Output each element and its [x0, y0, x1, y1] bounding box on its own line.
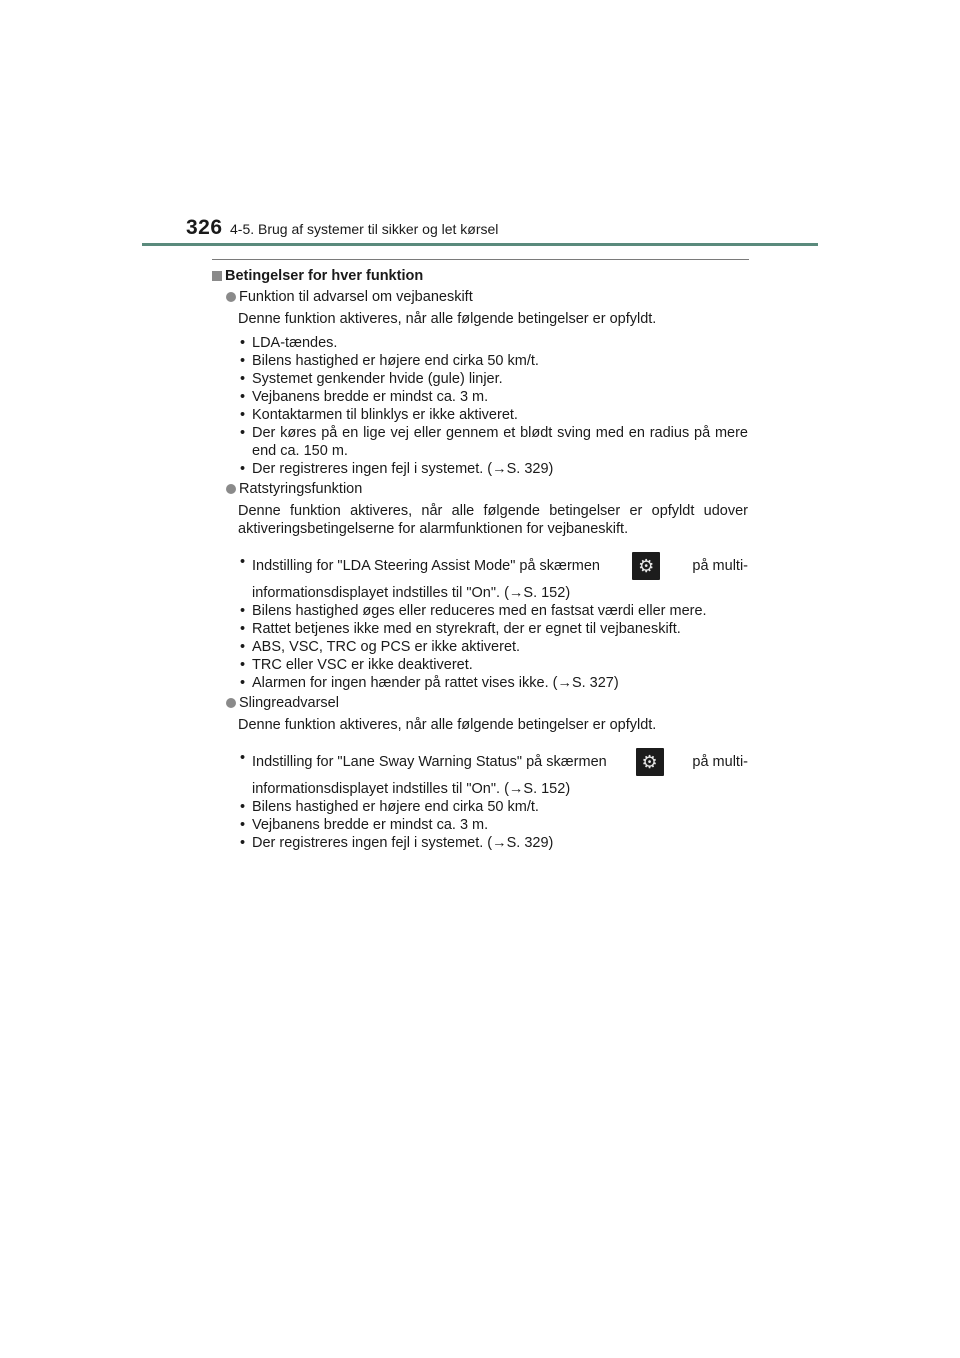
condition-text: • Indstilling for "LDA Steering Assist Mode" på skærmen [252, 557, 600, 574]
condition-item: • Rattet betjenes ikke med en styrekraft, der er egnet til vejbaneskift. [238, 620, 748, 638]
condition-text: informationsdisplayet indstilles til "On". (→S. 152) [252, 585, 571, 601]
function-description: Denne funktion aktiveres, når alle følgende betingelser er opfyldt. [238, 311, 657, 327]
function-title [226, 288, 748, 306]
gear-icon: ⚙ [636, 748, 664, 776]
condition-item-with-icon [238, 748, 748, 798]
condition-item: • Vejbanens bredde er mindst ca. 3 m. [238, 816, 748, 834]
condition-item: • Systemet genkender hvide (gule) linjer. [238, 370, 748, 388]
function-steering-assist [212, 480, 748, 692]
condition-text: informationsdisplayet indstilles til "On". (→S. 152) [252, 781, 571, 797]
function-description: Denne funktion aktiveres, når alle følgende betingelser er opfyldt. [238, 717, 657, 733]
function-title [226, 694, 748, 712]
section-heading [212, 267, 748, 285]
page-header [186, 216, 826, 246]
condition-text: på multi- [692, 557, 748, 574]
function-title-text: Ratstyringsfunktion [239, 481, 363, 497]
condition-item: • Alarmen for ingen hænder på rattet vises ikke. (→S. 327) [238, 674, 748, 692]
circle-bullet-icon [226, 484, 236, 494]
condition-item: • LDA-tændes. [238, 334, 748, 352]
condition-list [238, 334, 748, 478]
condition-item: • Bilens hastighed øges eller reduceres med en fastsat værdi eller mere. [238, 602, 748, 620]
condition-list [238, 748, 748, 852]
circle-bullet-icon [226, 292, 236, 302]
condition-item: • Bilens hastighed er højere end cirka 50 km/t. [238, 352, 748, 370]
condition-item: • ABS, VSC, TRC og PCS er ikke aktiveret. [238, 638, 748, 656]
function-title-text: Funktion til advarsel om vejbaneskift [239, 289, 473, 305]
function-title-text: Slingreadvarsel [239, 695, 339, 711]
condition-item: • TRC eller VSC er ikke deaktiveret. [238, 656, 748, 674]
square-bullet-icon [212, 271, 222, 281]
condition-list [238, 552, 748, 692]
gear-icon: ⚙ [632, 552, 660, 580]
function-title [226, 480, 748, 498]
section-rule [212, 259, 749, 260]
condition-item-with-icon [238, 552, 748, 602]
section-heading-text: Betingelser for hver funktion [225, 268, 424, 284]
condition-item: • Vejbanens bredde er mindst ca. 3 m. [238, 388, 748, 406]
circle-bullet-icon [226, 698, 236, 708]
condition-text: på multi- [692, 753, 748, 770]
condition-item: • Kontaktarmen til blinklys er ikke aktiveret. [238, 406, 748, 424]
condition-item: • Bilens hastighed er højere end cirka 50 km/t. [238, 798, 748, 816]
condition-item: • Der registreres ingen fejl i systemet. (→S. 329) [238, 834, 748, 852]
condition-text: • Indstilling for "Lane Sway Warning Status" på skærmen [252, 753, 607, 770]
function-lane-departure [212, 288, 748, 478]
page-number: 326 [186, 216, 223, 239]
condition-item: • Der registreres ingen fejl i systemet. (→S. 329) [238, 460, 748, 478]
condition-item: • Der køres på en lige vej eller gennem et blødt sving med en radius på mere end ca. 150 m. [238, 424, 748, 460]
chapter-title: 4-5. Brug af systemer til sikker og let kørsel [230, 221, 499, 237]
function-sway-warning [212, 694, 748, 852]
function-description: Denne funktion aktiveres, når alle følgende betingelser er opfyldt udover aktiveringsbetingelserne for alarmfunktionen for vejbaneskift. [238, 503, 748, 537]
page-content [212, 267, 748, 854]
header-rule [142, 243, 818, 246]
